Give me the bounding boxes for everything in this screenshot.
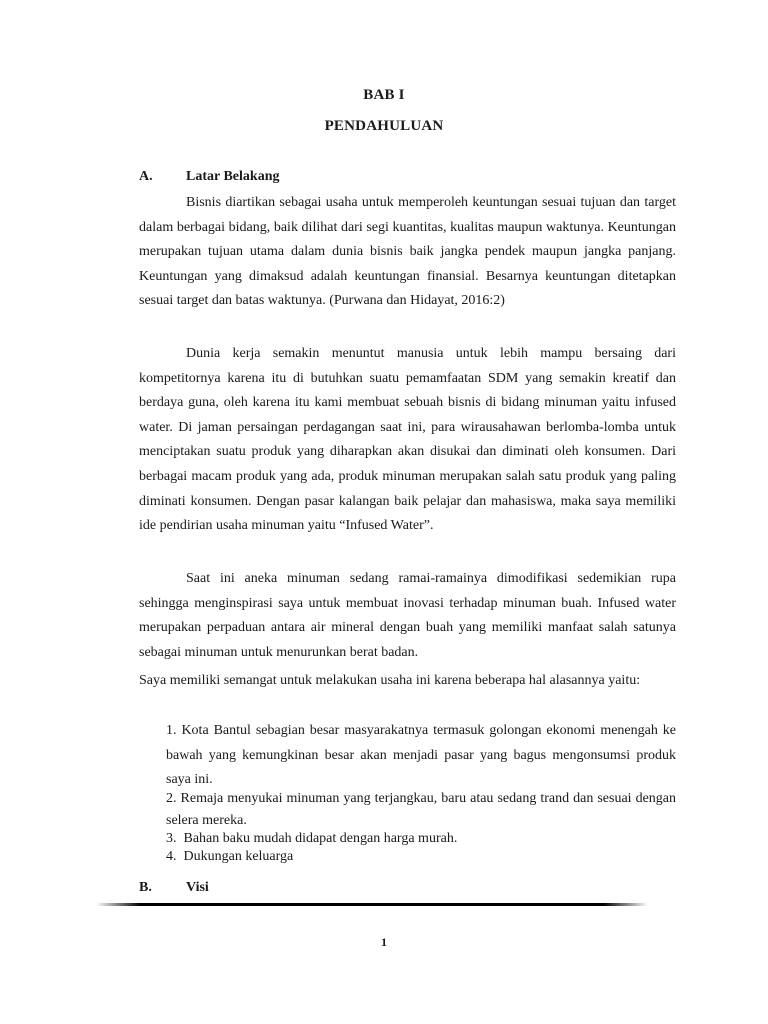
footer-divider bbox=[96, 903, 648, 906]
reason-list-item-2 bbox=[166, 788, 676, 832]
section-b-letter: B. bbox=[139, 880, 152, 895]
list-item bbox=[166, 788, 676, 832]
reason-list-item-3 bbox=[166, 829, 676, 848]
list-item-text: Bahan baku mudah didapat dengan harga murah. bbox=[183, 831, 458, 846]
reason-list-item-4 bbox=[166, 847, 676, 866]
paragraph-4: Saya memiliki semangat untuk melakukan usaha ini karena beberapa hal alasannya yaitu: bbox=[139, 673, 641, 688]
list-item bbox=[166, 719, 676, 793]
section-b-title: Visi bbox=[186, 880, 209, 895]
list-item-number: 3. bbox=[166, 831, 177, 846]
list-item-number: 1. bbox=[166, 723, 177, 738]
list-item-number: 4. bbox=[166, 849, 177, 864]
list-item bbox=[166, 829, 676, 848]
chapter-title: PENDAHULUAN bbox=[324, 118, 444, 134]
paragraph-3: Saat ini aneka minuman sedang ramai-ramainya dimodifikasi sedemikian rupa sehingga menginspirasi saya untuk membuat inovasi terhadap minuman buah. Infused water merupakan perpaduan antara air mineral dengan buah yang memiliki manfaat salah satunya sebagai minuman untuk menurunkan berat badan. bbox=[139, 571, 676, 660]
list-item-text: Dukungan keluarga bbox=[183, 849, 294, 864]
list-item-text: Kota Bantul sebagian besar masyarakatnya termasuk golongan ekonomi menengah ke bawah yang kemungkinan besar akan menjadi pasar yang bagus mengonsumsi produk saya ini. bbox=[166, 723, 676, 788]
list-item-text: Remaja menyukai minuman yang terjangkau, baru atau sedang trand dan sesuai dengan selera mereka. bbox=[166, 791, 676, 828]
section-a-title: Latar Belakang bbox=[186, 169, 280, 184]
chapter-number: BAB I bbox=[363, 87, 405, 103]
section-a-letter: A. bbox=[139, 169, 153, 184]
paragraph-2: Dunia kerja semakin menuntut manusia untuk lebih mampu bersaing dari kompetitornya karena itu di butuhkan suatu pemamfaatan SDM yang semakin kreatif dan berdaya guna, oleh karena itu kami membuat sebuah bisnis di bidang minuman yaitu infused water. Di jaman persaingan perdagangan saat ini, para wirausahawan berlomba-lomba untuk menciptakan suatu produk yang diharapkan akan disukai dan diminati oleh konsumen. Dari berbagai macam produk yang ada, produk minuman merupakan salah satu produk yang paling diminati konsumen. Dengan pasar kalangan baik pelajar dan mahasiswa, maka saya memiliki ide pendirian usaha minuman yaitu “Infused Water”. bbox=[139, 346, 676, 534]
paragraph-1: Bisnis diartikan sebagai usaha untuk memperoleh keuntungan sesuai tujuan dan target dalam berbagai bidang, baik dilihat dari segi kuantitas, kualitas maupun waktunya. Keuntungan merupakan tujuan utama dalam dunia bisnis baik jangka pendek maupun jangka panjang. Keuntungan yang dimaksud adalah keuntungan finansial. Besarnya keuntungan ditetapkan sesuai target dan batas waktunya. (Purwana dan Hidayat, 2016:2) bbox=[139, 195, 676, 309]
reason-list-item-1 bbox=[166, 719, 676, 793]
page-number: 1 bbox=[381, 935, 387, 949]
list-item bbox=[166, 847, 676, 866]
list-item-number: 2. bbox=[166, 791, 177, 806]
